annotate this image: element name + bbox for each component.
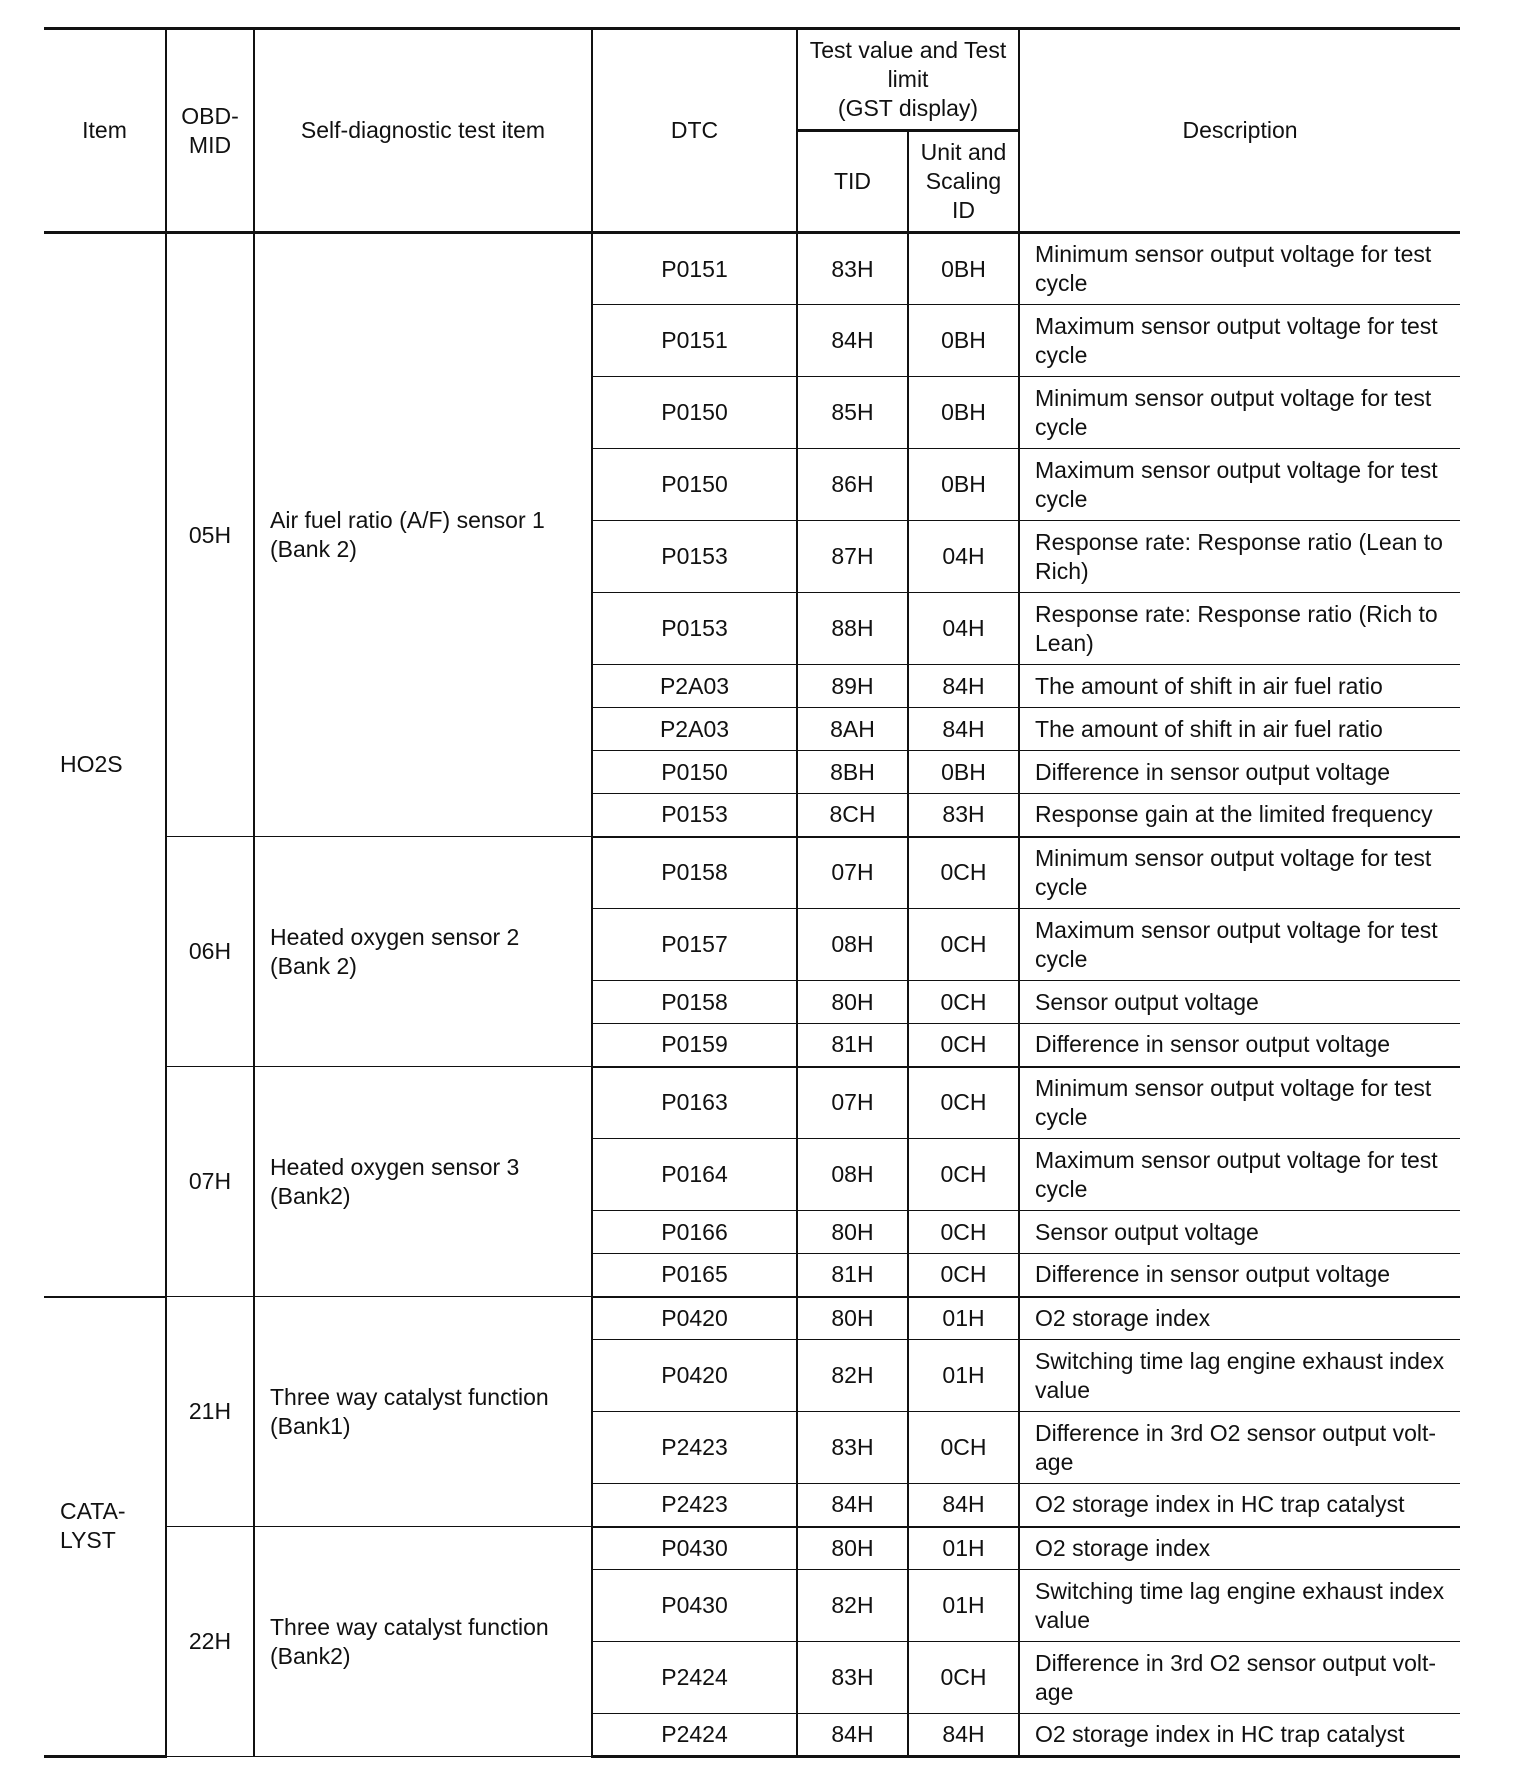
unit-scaling-cell: 01H bbox=[908, 1527, 1019, 1570]
dtc-cell: P2A03 bbox=[592, 665, 797, 708]
description-cell: Switching time lag engine exhaust index value bbox=[1019, 1340, 1460, 1412]
dtc-cell: P0165 bbox=[592, 1254, 797, 1297]
unit-scaling-cell: 0CH bbox=[908, 1254, 1019, 1297]
unit-scaling-cell: 0CH bbox=[908, 1211, 1019, 1254]
unit-scaling-cell: 84H bbox=[908, 1714, 1019, 1757]
description-cell: Difference in 3rd O2 sensor output volt- age bbox=[1019, 1412, 1460, 1484]
tid-cell: 80H bbox=[797, 1297, 908, 1340]
unit-scaling-cell: 04H bbox=[908, 521, 1019, 593]
unit-scaling-cell: 0CH bbox=[908, 1139, 1019, 1211]
dtc-cell: P0150 bbox=[592, 449, 797, 521]
description-cell: O2 storage index in HC trap catalyst bbox=[1019, 1484, 1460, 1527]
header-test-item: Self-diagnostic test item bbox=[254, 29, 592, 233]
header-dtc: DTC bbox=[592, 29, 797, 233]
tid-cell: 82H bbox=[797, 1570, 908, 1642]
dtc-cell: P0150 bbox=[592, 377, 797, 449]
unit-scaling-cell: 84H bbox=[908, 708, 1019, 751]
dtc-cell: P0153 bbox=[592, 794, 797, 837]
description-cell: The amount of shift in air fuel ratio bbox=[1019, 708, 1460, 751]
tid-cell: 08H bbox=[797, 1139, 908, 1211]
description-cell: Response rate: Response ratio (Rich to Lean) bbox=[1019, 593, 1460, 665]
obd-mid-cell: 21H bbox=[166, 1297, 254, 1527]
description-cell: Maximum sensor output voltage for test cycle bbox=[1019, 449, 1460, 521]
tid-cell: 84H bbox=[797, 1484, 908, 1527]
dtc-cell: P2424 bbox=[592, 1714, 797, 1757]
table-row bbox=[44, 1527, 1460, 1570]
test-item-cell: Heated oxygen sensor 3 (Bank2) bbox=[254, 1067, 592, 1297]
test-item-cell: Air fuel ratio (A/F) sensor 1 (Bank 2) bbox=[254, 233, 592, 837]
tid-cell: 83H bbox=[797, 233, 908, 305]
item-cell: HO2S bbox=[44, 233, 166, 1297]
header-obd-mid: OBD- MID bbox=[166, 29, 254, 233]
obd-mid-cell: 06H bbox=[166, 837, 254, 1067]
tid-cell: 80H bbox=[797, 981, 908, 1024]
description-cell: O2 storage index bbox=[1019, 1527, 1460, 1570]
item-cell: CATA- LYST bbox=[44, 1297, 166, 1757]
tid-cell: 84H bbox=[797, 305, 908, 377]
dtc-cell: P2A03 bbox=[592, 708, 797, 751]
table-row bbox=[44, 837, 1460, 909]
unit-scaling-cell: 84H bbox=[908, 665, 1019, 708]
tid-cell: 80H bbox=[797, 1527, 908, 1570]
dtc-cell: P0420 bbox=[592, 1340, 797, 1412]
header-test-value: Test value and Test limit (GST display) bbox=[797, 29, 1019, 131]
dtc-cell: P2423 bbox=[592, 1484, 797, 1527]
unit-scaling-cell: 0CH bbox=[908, 981, 1019, 1024]
description-cell: O2 storage index bbox=[1019, 1297, 1460, 1340]
tid-cell: 83H bbox=[797, 1642, 908, 1714]
description-cell: Maximum sensor output voltage for test cycle bbox=[1019, 1139, 1460, 1211]
description-cell: Switching time lag engine exhaust index value bbox=[1019, 1570, 1460, 1642]
unit-scaling-cell: 01H bbox=[908, 1340, 1019, 1412]
tid-cell: 84H bbox=[797, 1714, 908, 1757]
dtc-cell: P2423 bbox=[592, 1412, 797, 1484]
unit-scaling-cell: 0CH bbox=[908, 909, 1019, 981]
description-cell: Response rate: Response ratio (Lean to Rich) bbox=[1019, 521, 1460, 593]
header-unit-scaling-id: Unit and Scaling ID bbox=[908, 131, 1019, 233]
tid-cell: 8BH bbox=[797, 751, 908, 794]
unit-scaling-cell: 0BH bbox=[908, 305, 1019, 377]
dtc-cell: P0159 bbox=[592, 1024, 797, 1067]
dtc-cell: P0164 bbox=[592, 1139, 797, 1211]
table-row bbox=[44, 1297, 1460, 1340]
dtc-cell: P0151 bbox=[592, 233, 797, 305]
dtc-cell: P0163 bbox=[592, 1067, 797, 1139]
description-cell: Sensor output voltage bbox=[1019, 1211, 1460, 1254]
tid-cell: 86H bbox=[797, 449, 908, 521]
description-cell: Difference in sensor output voltage bbox=[1019, 751, 1460, 794]
header-tid: TID bbox=[797, 131, 908, 233]
test-item-cell: Three way catalyst function (Bank2) bbox=[254, 1527, 592, 1757]
dtc-cell: P0153 bbox=[592, 521, 797, 593]
tid-cell: 80H bbox=[797, 1211, 908, 1254]
description-cell: Maximum sensor output voltage for test cycle bbox=[1019, 909, 1460, 981]
description-cell: O2 storage index in HC trap catalyst bbox=[1019, 1714, 1460, 1757]
unit-scaling-cell: 01H bbox=[908, 1570, 1019, 1642]
description-cell: Sensor output voltage bbox=[1019, 981, 1460, 1024]
unit-scaling-cell: 83H bbox=[908, 794, 1019, 837]
unit-scaling-cell: 0BH bbox=[908, 377, 1019, 449]
tid-cell: 89H bbox=[797, 665, 908, 708]
tid-cell: 8AH bbox=[797, 708, 908, 751]
tid-cell: 08H bbox=[797, 909, 908, 981]
dtc-cell: P0430 bbox=[592, 1570, 797, 1642]
dtc-cell: P0430 bbox=[592, 1527, 797, 1570]
dtc-cell: P0166 bbox=[592, 1211, 797, 1254]
tid-cell: 87H bbox=[797, 521, 908, 593]
table-row bbox=[44, 233, 1460, 305]
table-row bbox=[44, 1067, 1460, 1139]
tid-cell: 83H bbox=[797, 1412, 908, 1484]
tid-cell: 81H bbox=[797, 1254, 908, 1297]
tid-cell: 85H bbox=[797, 377, 908, 449]
unit-scaling-cell: 0BH bbox=[908, 751, 1019, 794]
diagnostic-table bbox=[44, 27, 1460, 1758]
unit-scaling-cell: 0CH bbox=[908, 1412, 1019, 1484]
header-description: Description bbox=[1019, 29, 1460, 233]
description-cell: Difference in 3rd O2 sensor output volt- age bbox=[1019, 1642, 1460, 1714]
description-cell: Minimum sensor output voltage for test cycle bbox=[1019, 377, 1460, 449]
table-header bbox=[44, 29, 1460, 233]
tid-cell: 07H bbox=[797, 837, 908, 909]
description-cell: Difference in sensor output voltage bbox=[1019, 1024, 1460, 1067]
dtc-cell: P0420 bbox=[592, 1297, 797, 1340]
tid-cell: 07H bbox=[797, 1067, 908, 1139]
tid-cell: 82H bbox=[797, 1340, 908, 1412]
tid-cell: 88H bbox=[797, 593, 908, 665]
test-item-cell: Heated oxygen sensor 2 (Bank 2) bbox=[254, 837, 592, 1067]
unit-scaling-cell: 01H bbox=[908, 1297, 1019, 1340]
unit-scaling-cell: 0BH bbox=[908, 449, 1019, 521]
dtc-cell: P0158 bbox=[592, 981, 797, 1024]
test-item-cell: Three way catalyst function (Bank1) bbox=[254, 1297, 592, 1527]
description-cell: The amount of shift in air fuel ratio bbox=[1019, 665, 1460, 708]
description-cell: Minimum sensor output voltage for test cycle bbox=[1019, 233, 1460, 305]
unit-scaling-cell: 0CH bbox=[908, 837, 1019, 909]
dtc-cell: P0157 bbox=[592, 909, 797, 981]
dtc-cell: P0150 bbox=[592, 751, 797, 794]
description-cell: Minimum sensor output voltage for test cycle bbox=[1019, 1067, 1460, 1139]
dtc-cell: P0158 bbox=[592, 837, 797, 909]
tid-cell: 8CH bbox=[797, 794, 908, 837]
unit-scaling-cell: 0CH bbox=[908, 1024, 1019, 1067]
tid-cell: 81H bbox=[797, 1024, 908, 1067]
dtc-cell: P2424 bbox=[592, 1642, 797, 1714]
unit-scaling-cell: 0BH bbox=[908, 233, 1019, 305]
dtc-cell: P0151 bbox=[592, 305, 797, 377]
dtc-cell: P0153 bbox=[592, 593, 797, 665]
unit-scaling-cell: 84H bbox=[908, 1484, 1019, 1527]
unit-scaling-cell: 0CH bbox=[908, 1642, 1019, 1714]
obd-mid-cell: 22H bbox=[166, 1527, 254, 1757]
description-cell: Response gain at the limited frequency bbox=[1019, 794, 1460, 837]
header-item: Item bbox=[44, 29, 166, 233]
description-cell: Maximum sensor output voltage for test cycle bbox=[1019, 305, 1460, 377]
obd-mid-cell: 07H bbox=[166, 1067, 254, 1297]
description-cell: Minimum sensor output voltage for test cycle bbox=[1019, 837, 1460, 909]
unit-scaling-cell: 0CH bbox=[908, 1067, 1019, 1139]
obd-mid-cell: 05H bbox=[166, 233, 254, 837]
unit-scaling-cell: 04H bbox=[908, 593, 1019, 665]
table-body bbox=[44, 233, 1460, 1757]
description-cell: Difference in sensor output voltage bbox=[1019, 1254, 1460, 1297]
